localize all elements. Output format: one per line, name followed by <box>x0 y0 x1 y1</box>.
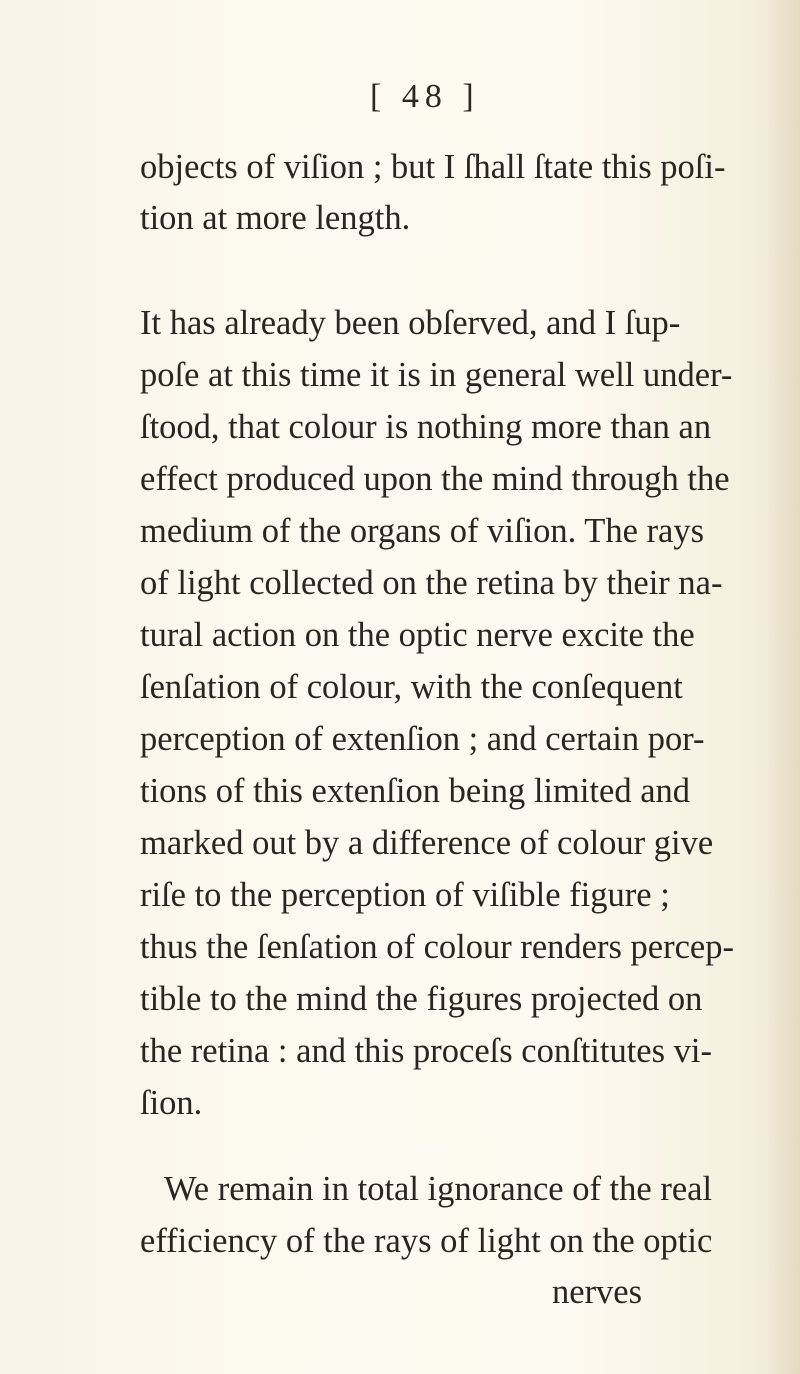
catchword: nerves <box>552 1273 643 1311</box>
text-line: marked out by a difference of colour give <box>140 824 714 862</box>
page-edge-shadow <box>760 0 800 1374</box>
text-line: objects of viſion ; but I ſhall ſtate this poſi- <box>140 148 726 186</box>
text-line: ſtood, that colour is nothing more than an <box>140 408 712 446</box>
text-line: tural action on the optic nerve excite the <box>140 616 695 654</box>
page-number-header: [ 48 ] <box>370 78 480 115</box>
paragraph-first-line: We remain in total ignorance of the real <box>164 1170 713 1208</box>
text-line: ſenſation of colour, with the conſequent <box>140 668 683 706</box>
text-line: tible to the mind the figures projected on <box>140 980 703 1018</box>
text-line: tion at more length. <box>140 199 411 237</box>
text-line: tions of this extenſion being limited and <box>140 772 691 810</box>
text-line: medium of the organs of viſion. The rays <box>140 512 705 550</box>
text-line: thus the ſenſation of colour renders percep- <box>140 928 734 966</box>
paragraph-first-line: It has already been obſerved, and I ſup- <box>140 304 681 342</box>
text-line: poſe at this time it is in general well under- <box>140 356 733 394</box>
text-line: perception of extenſion ; and certain por- <box>140 720 705 758</box>
text-line: efficiency of the rays of light on the optic <box>140 1222 713 1260</box>
text-line: ſion. <box>140 1084 203 1122</box>
text-line: riſe to the perception of viſible figure ; <box>140 876 670 914</box>
text-line: the retina : and this proceſs conſtitutes vi- <box>140 1032 712 1070</box>
text-line: effect produced upon the mind through the <box>140 460 730 498</box>
text-line: of light collected on the retina by their na- <box>140 564 723 602</box>
